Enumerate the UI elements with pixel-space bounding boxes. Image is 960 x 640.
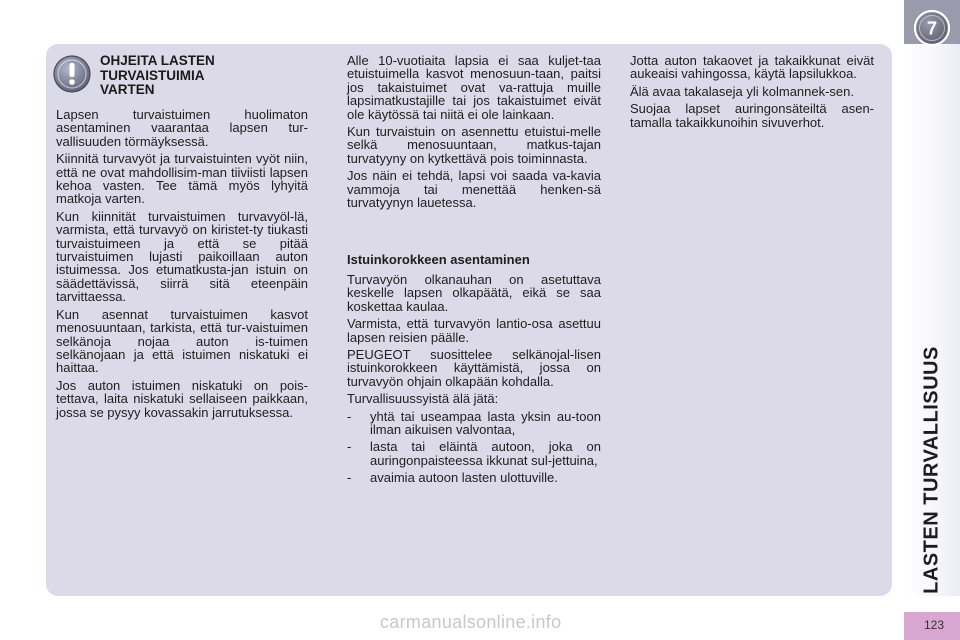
paragraph: Suojaa lapset auringonsäteiltä asen-tamalla takaikkunoihin sivuverhot.	[630, 101, 874, 130]
watermark-text: carmanualsonline.info	[380, 612, 562, 632]
list-item	[347, 410, 601, 437]
list-item-text: avaimia autoon lasten ulottuville.	[370, 470, 558, 486]
paragraph: Turvallisuussyistä älä jätä:	[347, 391, 499, 407]
chapter-title-vertical: LASTEN TURVALLISUUS	[920, 346, 943, 594]
title-line: OHJEITA LASTEN	[100, 53, 215, 68]
column-1	[56, 108, 308, 423]
paragraph: Jos näin ei tehdä, lapsi voi saada va-kavia vammoja tai menettää henken-sä turvatyynyn lauetessa.	[347, 168, 601, 211]
paragraph: PEUGEOT suosittelee selkänojal-lisen istuinkorokkeen käyttämistä, jossa on turvavyön ohjain olkapään kohdalla.	[347, 346, 601, 389]
paragraph: Kun asennat turvaistuimen kasvot menosuuntaan, tarkista, että tur-vaistuimen selkänoja nojaa auton is-tuimen selkänojaan ja että istuimen niskatuki ei haittaa.	[56, 306, 308, 376]
paragraph: Alle 10-vuotiaita lapsia ei saa kuljet-taa etuistuimella kasvot menosuun-taan, paitsi jos takaistuimet ovat va-rattuja muille lapsimatkustajille tai jos takaistuimet eivät ole käytössä tai niitä ei ole lainkaan.	[347, 53, 601, 122]
dash-bullet: -	[347, 408, 352, 424]
spacer	[347, 213, 601, 253]
list-item-text: yhtä tai useampaa lasta yksin au-toon ilman aikuisen valvontaa,	[370, 408, 601, 437]
section-title	[100, 54, 300, 98]
paragraph: Turvavyön olkanauhan on asetuttava keskelle lapsen olkapäätä, eikä se saa koskettaa kaulaa.	[347, 271, 601, 314]
paragraph: Kun turvaistuin on asennettu etuistui-melle selkä menosuuntaan, matkus-tajan turvatyyny on kytkettävä pois toiminnasta.	[347, 124, 601, 166]
paragraph: Jotta auton takaovet ja takaikkunat eivät aukeaisi vahingossa, käytä lapsilukkoa.	[630, 53, 874, 82]
chapter-number-badge	[912, 8, 952, 48]
paragraph: Lapsen turvaistuimen huolimaton asentaminen vaarantaa lapsen tur-vallisuuden törmäyksessä.	[56, 107, 308, 149]
list-item	[347, 440, 601, 467]
dash-bullet: -	[347, 470, 352, 486]
title-line: VARTEN	[100, 82, 155, 97]
page-number: 123	[924, 618, 945, 632]
column-2	[347, 54, 601, 489]
exclamation-circle-icon	[52, 54, 92, 94]
list-item-text: lasta tai eläintä autoon, joka on auringonpaisteessa ikkunat sul-jettuina,	[370, 439, 601, 468]
list-item	[347, 471, 601, 484]
paragraph: Kun kiinnität turvaistuimen turvavyöl-lä, varmista, että turvavyö on kiristet-ty tiukasti turvaistuimeen ja että se pitää turvaistuimen lujasti paikoillaan auton istuimessa. Jos etumatkusta-jan istuin on säädettävissä, siirrä sitä eteenpäin tarvittaessa.	[56, 208, 308, 305]
dash-bullet: -	[347, 439, 352, 455]
column-3	[630, 54, 874, 133]
chapter-number: 7	[926, 18, 938, 39]
subheading: Istuinkorokkeen asentaminen	[347, 252, 530, 268]
paragraph: Älä avaa takalaseja yli kolmannek-sen.	[630, 83, 855, 99]
paragraph: Jos auton istuimen niskatuki on pois-tettava, laita niskatuki sellaiseen paikkaan, jossa se pysyy kovassakin jarrutuksessa.	[56, 377, 308, 420]
paragraph: Varmista, että turvavyön lantio-osa asettuu lapsen reisien päälle.	[347, 316, 601, 345]
title-line: TURVAISTUIMIA	[100, 67, 205, 83]
paragraph: Kiinnitä turvavyöt ja turvaistuinten vyöt niin, että ne ovat mahdollisim-man tiiviisti lapsen kehoa vasten. Tee tämä myös lyhyitä matkoja varten.	[56, 151, 308, 207]
